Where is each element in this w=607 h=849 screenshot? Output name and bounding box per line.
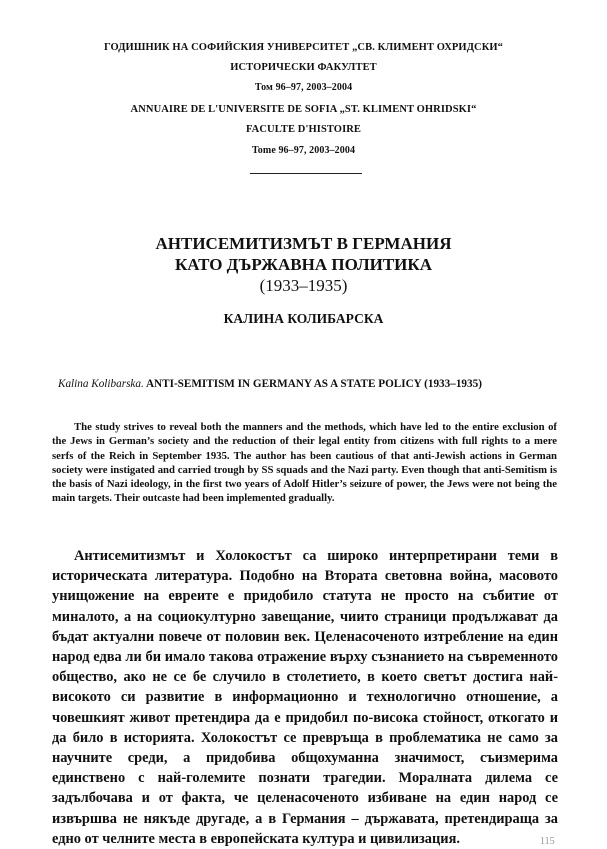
- volume-bg: Том 96–97, 2003–2004: [254, 82, 353, 93]
- english-title-text: ANTI-SEMITISM IN GERMANY AS A STATE POLICY (1933–1935): [145, 378, 482, 390]
- article-title-line2: КАТО ДЪРЖАВНА ПОЛИТИКА: [174, 255, 433, 274]
- article-years: (1933–1935): [259, 276, 348, 295]
- abstract-text: The study strives to reveal both the manners and the methods, which have led to the entire exclusion of the Jews in German’s society and the reduction of their legal entity from citizens with full rights to a mere serfs of the Reich in September 1935. The author has been cautious of that anti-Jewish actions in German society were instigated and carried trough by SS squads and the Nazi party. Even though that anti-Semitism is the basis of Nazi ideology, in the first two years of Adolf Hitler’s seizure of power, the Jews were not being the main targets. Their outcaste had been implemented gradually.: [52, 421, 557, 505]
- volume-fr: Tome 96–97, 2003–2004: [251, 145, 356, 156]
- header-divider: [250, 173, 362, 174]
- article-title-line1: АНТИСЕМИТИЗМЪТ В ГЕРМАНИЯ: [155, 234, 452, 253]
- english-title: [58, 378, 558, 390]
- english-author: Kalina Kolibarska.: [58, 378, 144, 390]
- journal-header-fr: ANNUAIRE DE L'UNIVERSITE DE SOFIA „ST. KLIMENT OHRIDSKI“: [130, 104, 477, 115]
- body-paragraph: Антисемитизмът и Холокостът са широко интерпретирани теми в историческата литература. Подобно на Втората световна война, масовото унищожение на евреите е придобило статута не просто на събитие от миналото, а на социокултурно завещание, чиито страници продължават да бъдат актуални повече от половин век. Целенасоченото изтребление на един народ едва ли би имало такова отражение върху съзнанието на съвременното общество, ако не се бе случило в столетието, в което светът достига най-високото си развитие в информационно и технологично отношение, а човешкият живот претендира да е придобил по-висока стойност, откогато и да било в историята. Холокостът се превръща в проблематика не само за научните среди, а придобива общохуманна значимост, съизмерима единствено с най-големите познати трагедии. Моралната дилема се задълбочава и от факта, че целенасоченото избиване на един народ се извършва не някъде другаде, а в Германия – държавата, претендираща за едно от челните места в европейската култура и цивилизация.: [52, 548, 558, 847]
- page-number: 115: [540, 836, 555, 847]
- journal-header-bg: ГОДИШНИК НА СОФИЙСКИЯ УНИВЕРСИТЕТ „СВ. КЛИМЕНТ ОХРИДСКИ“: [103, 42, 504, 53]
- abstract: [52, 420, 557, 506]
- faculty-header-fr: FACULTE D'HISTOIRE: [245, 124, 362, 135]
- faculty-header-bg: ИСТОРИЧЕСКИ ФАКУЛТЕТ: [230, 62, 377, 73]
- article-author: КАЛИНА КОЛИБАРСКА: [223, 311, 384, 326]
- body-text: [52, 546, 558, 849]
